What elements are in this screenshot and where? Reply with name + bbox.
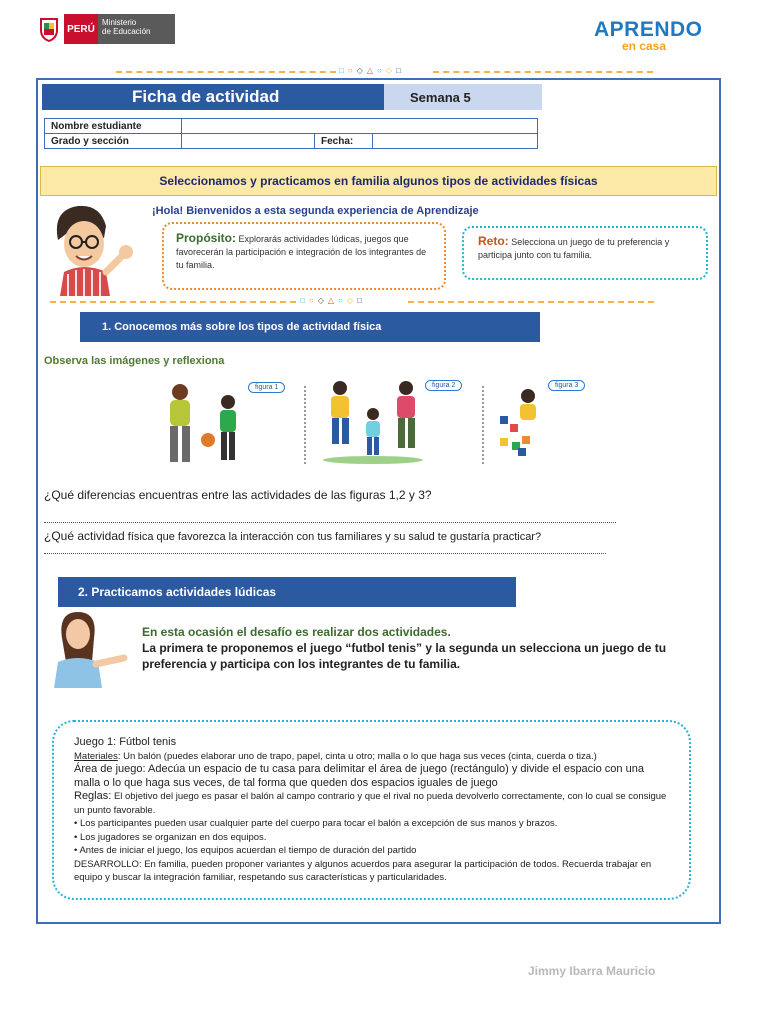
date-field[interactable] [373, 134, 538, 149]
observe-instruction: Observa las imágenes y reflexiona [44, 355, 225, 367]
week-label: Semana 5 [384, 84, 542, 110]
proposito-label: Propósito: [176, 231, 236, 245]
question-1: ¿Qué diferencias encuentras entre las actividades de las figuras 1,2 y 3? [44, 488, 432, 502]
section2-header: 2. Practicamos actividades lúdicas [58, 577, 516, 607]
decorative-divider [116, 71, 336, 73]
question-2: ¿Qué actividad física que favorezca la interacción con tus familiares y su salud te gustaría practicar? [44, 529, 542, 543]
coat-of-arms-icon [34, 14, 64, 44]
name-field[interactable] [182, 119, 538, 134]
proposito-text: Explorarás actividades lúdicas, juegos que favorecerán la participación e integración de los integrantes de tu familia. [176, 234, 427, 270]
peru-ministry-logo [34, 14, 175, 44]
decorative-divider [50, 301, 296, 303]
rule-bullet: • Los jugadores se organizan en dos equipos. [74, 831, 267, 843]
section1-header: 1. Conocemos más sobre los tipos de actividad física [80, 312, 540, 342]
reto-box [462, 226, 708, 280]
proposito-box [162, 222, 446, 290]
figure2-tag: figura 2 [425, 380, 462, 391]
brand-line2: en casa [621, 39, 667, 53]
logo-ministry: Ministerio de Educación [98, 14, 175, 44]
figure3-tag: figura 3 [548, 380, 585, 391]
reto-label: Reto: [478, 234, 509, 248]
rule-bullet: • Antes de iniciar el juego, los equipos acuerdan el tiempo de duración del partido [74, 845, 417, 856]
figure-separator [482, 386, 484, 464]
logo-country: PERÚ [64, 14, 98, 44]
reto-text: Selecciona un juego de tu preferencia y participa junto con tu familia. [478, 237, 670, 260]
area-de-juego: Área de juego: Adecúa un espacio de tu casa para delimitar el área de juego (rectángulo) y divide el espacio con una malla o lo que haga sus veces, de tal forma que queden dos espacios iguales de juego [74, 763, 644, 789]
ficha-title: Ficha de actividad [42, 84, 384, 110]
figure-separator [304, 386, 306, 464]
reglas: Reglas: El objetivo del juego es pasar el balón al campo contrario y que el rival no pueda devolverlo correctamente, con lo cual se consigue un punto favorable. [74, 790, 667, 816]
figure1-tag: figura 1 [248, 382, 285, 393]
girl-pointing-illustration [36, 608, 132, 688]
juego1-box [52, 720, 691, 900]
name-label: Nombre estudiante [45, 119, 182, 134]
decorative-divider [408, 301, 654, 303]
aprendo-en-casa-logo [594, 18, 703, 53]
juego1-title: Juego 1: Fútbol tenis [74, 736, 177, 748]
decorative-shapes: □ ○ ◇ △ ○ ◇ □ [339, 66, 401, 75]
decorative-shapes: □ ○ ◇ △ ○ ◇ □ [300, 296, 362, 305]
greeting-text: ¡Hola! Bienvenidos a esta segunda experiencia de Aprendizaje [152, 205, 479, 217]
author-name: Jimmy Ibarra Mauricio [528, 964, 656, 978]
answer-line-1[interactable] [44, 522, 616, 523]
challenge-text: La primera te proponemos el juego “futbol tenis” y la segunda un selecciona un juego de tu preferencia y participa con los integrantes de tu familia. [142, 641, 667, 671]
figure2-illustration [318, 378, 428, 466]
materiales: Materiales: Un balón (puedes elaborar uno de trapo, papel, cinta u otro; malla o lo que haga sus veces (cinta, cuerda o tiza.) [74, 750, 597, 762]
answer-line-2[interactable] [44, 553, 606, 554]
grade-field[interactable] [182, 134, 315, 149]
challenge-green-text: En esta ocasión el desafío es realizar dos actividades. [142, 625, 451, 639]
brand-line1: APRENDO [594, 18, 703, 41]
activity-title: Seleccionamos y practicamos en familia algunos tipos de actividades físicas [40, 166, 717, 196]
desarrollo: DESARROLLO: En familia, pueden proponer variantes y algunos acuerdos para asegurar la participación de todos. Recuerda trabajar en equipo y buscar la integración familiar, respetando sus características y particularidades. [74, 858, 652, 883]
grade-label: Grado y sección [45, 134, 182, 149]
boy-waving-illustration [44, 200, 140, 296]
figure1-illustration [150, 380, 250, 470]
student-info-table [44, 118, 538, 149]
rule-bullet: • Los participantes pueden usar cualquier parte del cuerpo para tocar el balón a excepción de sus manos y brazos. [74, 818, 558, 829]
figure3-illustration [496, 386, 556, 460]
date-label: Fecha: [315, 134, 373, 149]
challenge-intro [142, 624, 702, 672]
decorative-divider [433, 71, 653, 73]
